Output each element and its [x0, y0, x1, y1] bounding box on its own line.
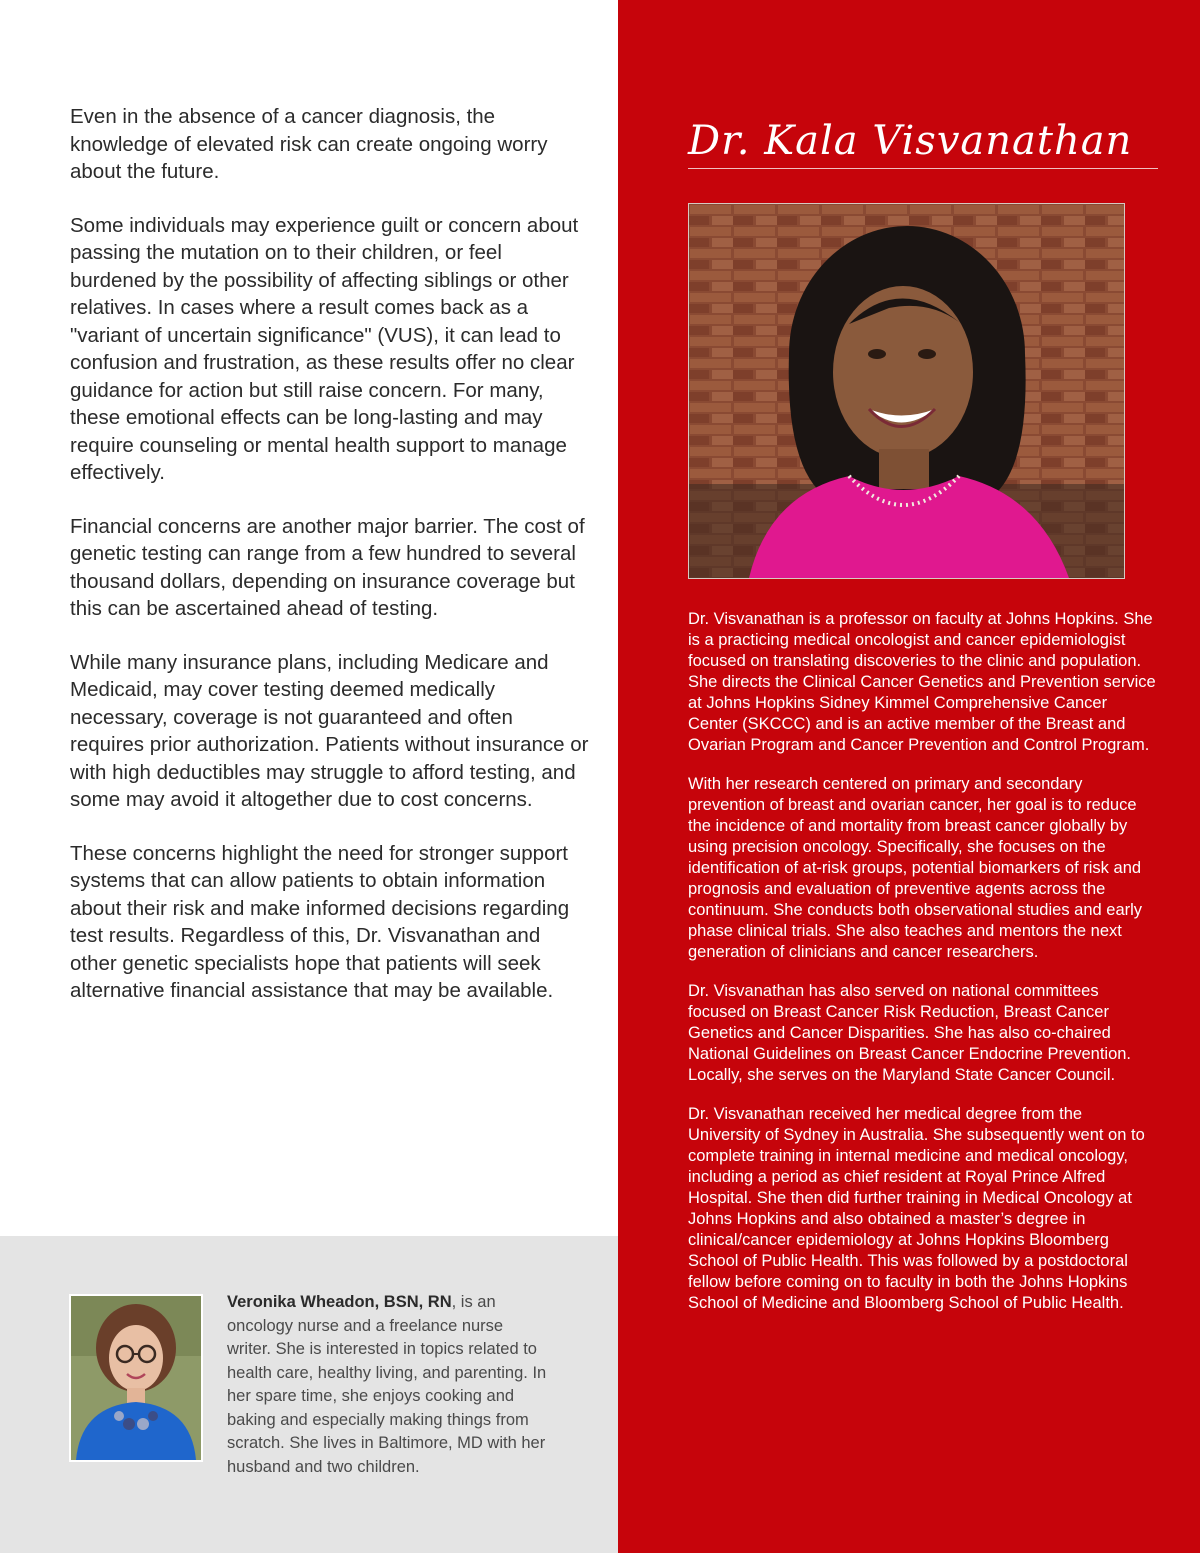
profile-paragraph: Dr. Visvanathan received her medical degree from the University of Sydney in Australia. She subsequently went on to complete training in internal medicine and medical oncology, including a period as chief resident at Royal Prince Alfred Hospital. She then did further training in Medical Oncology at Johns Hopkins and also obtained a master’s degree in clinical/cancer epidemiology at Johns Hopkins Bloomberg School of Public Health. This was followed by a postdoctoral fellow before coming on to faculty in both the Johns Hopkins School of Medicine and Bloomberg School of Public Health.	[688, 1105, 1145, 1312]
profile-paragraph: With her research centered on primary and secondary prevention of breast and ovarian cancer, her goal is to reduce the incidence of and mortality from breast cancer globally by using precision oncology. Specifically, she focuses on the identification of at-risk groups, potential biomarkers of risk and prognosis and evaluation of preventive agents across the continuum. She conducts both observational studies and early phase clinical trials. She also teaches and mentors the next generation of clinicians and cancer researchers.	[688, 775, 1143, 961]
author-portrait-image	[71, 1296, 201, 1460]
profile-paragraph: Dr. Visvanathan is a professor on faculty at Johns Hopkins. She is a practicing medical oncologist and cancer epidemiologist focused on translating discoveries to the clinic and population. She directs the Clinical Cancer Genetics and Prevention service at Johns Hopkins Sidney Kimmel Comprehensive Cancer Center (SKCCC) and is an active member of the Breast and Ovarian Program and Cancer Prevention and Control Program.	[688, 610, 1156, 754]
article-paragraph: Even in the absence of a cancer diagnosis, the knowledge of elevated risk can create ongoing worry about the future.	[70, 105, 548, 183]
author-name-suffix: , is	[451, 1293, 473, 1311]
article-paragraph: While many insurance plans, including Medicare and Medicaid, may cover testing deemed medically necessary, coverage is not guaranteed and often requires prior authorization. Patients without insurance or with high deductibles may struggle to afford testing, and some may avoid it altogether due to cost concerns.	[70, 650, 589, 811]
author-name: Veronika Wheadon, BSN, RN	[227, 1293, 452, 1311]
article-paragraph: These concerns highlight the need for stronger support systems that can allow patients to obtain information about their risk and make informed decisions regarding test results. Regardless of this, Dr. Visvanathan and other genetic specialists hope that patients will seek alternative financial assistance that may be available.	[70, 841, 570, 1002]
profile-sidebar	[618, 0, 1200, 1553]
profile-bio	[688, 609, 1158, 1332]
profile-name-heading: Dr. Kala Visvanathan	[688, 118, 1158, 169]
author-bio	[227, 1291, 547, 1479]
profile-paragraph: Dr. Visvanathan has also served on national committees focused on Breast Cancer Risk Reduction, Breast Cancer Genetics and Cancer Disparities. She has also co-chaired National Guidelines on Breast Cancer Endocrine Prevention. Locally, she serves on the Maryland State Cancer Council.	[688, 982, 1132, 1084]
profile-portrait-image	[689, 204, 1124, 578]
article-paragraph: Financial concerns are another major barrier. The cost of genetic testing can range from a few hundred to several thousand dollars, depending on insurance coverage but this can be ascertained ahead of testing.	[70, 514, 585, 620]
author-box	[0, 1236, 618, 1553]
author-bio-text: an oncology nurse and a freelance nurse writer. She is interested in topics related to health care, healthy living, and parenting. In her spare time, she enjoys cooking and baking and especially making things from scratch. She lives in Baltimore, MD with her husband and two children.	[227, 1293, 547, 1476]
article-paragraph: Some individuals may experience guilt or concern about passing the mutation on to their children, or feel burdened by the possibility of affecting siblings or other relatives. In cases where a result comes back as a "variant of uncertain significance" (VUS), it can lead to confusion and frustration, as these results offer no clear guidance for action but still raise concern. For many, these emotional effects can be long-lasting and may require counseling or mental health support to manage effectively.	[70, 213, 579, 484]
profile-photo	[688, 203, 1125, 579]
author-photo	[69, 1294, 203, 1462]
article-body	[70, 103, 590, 1031]
